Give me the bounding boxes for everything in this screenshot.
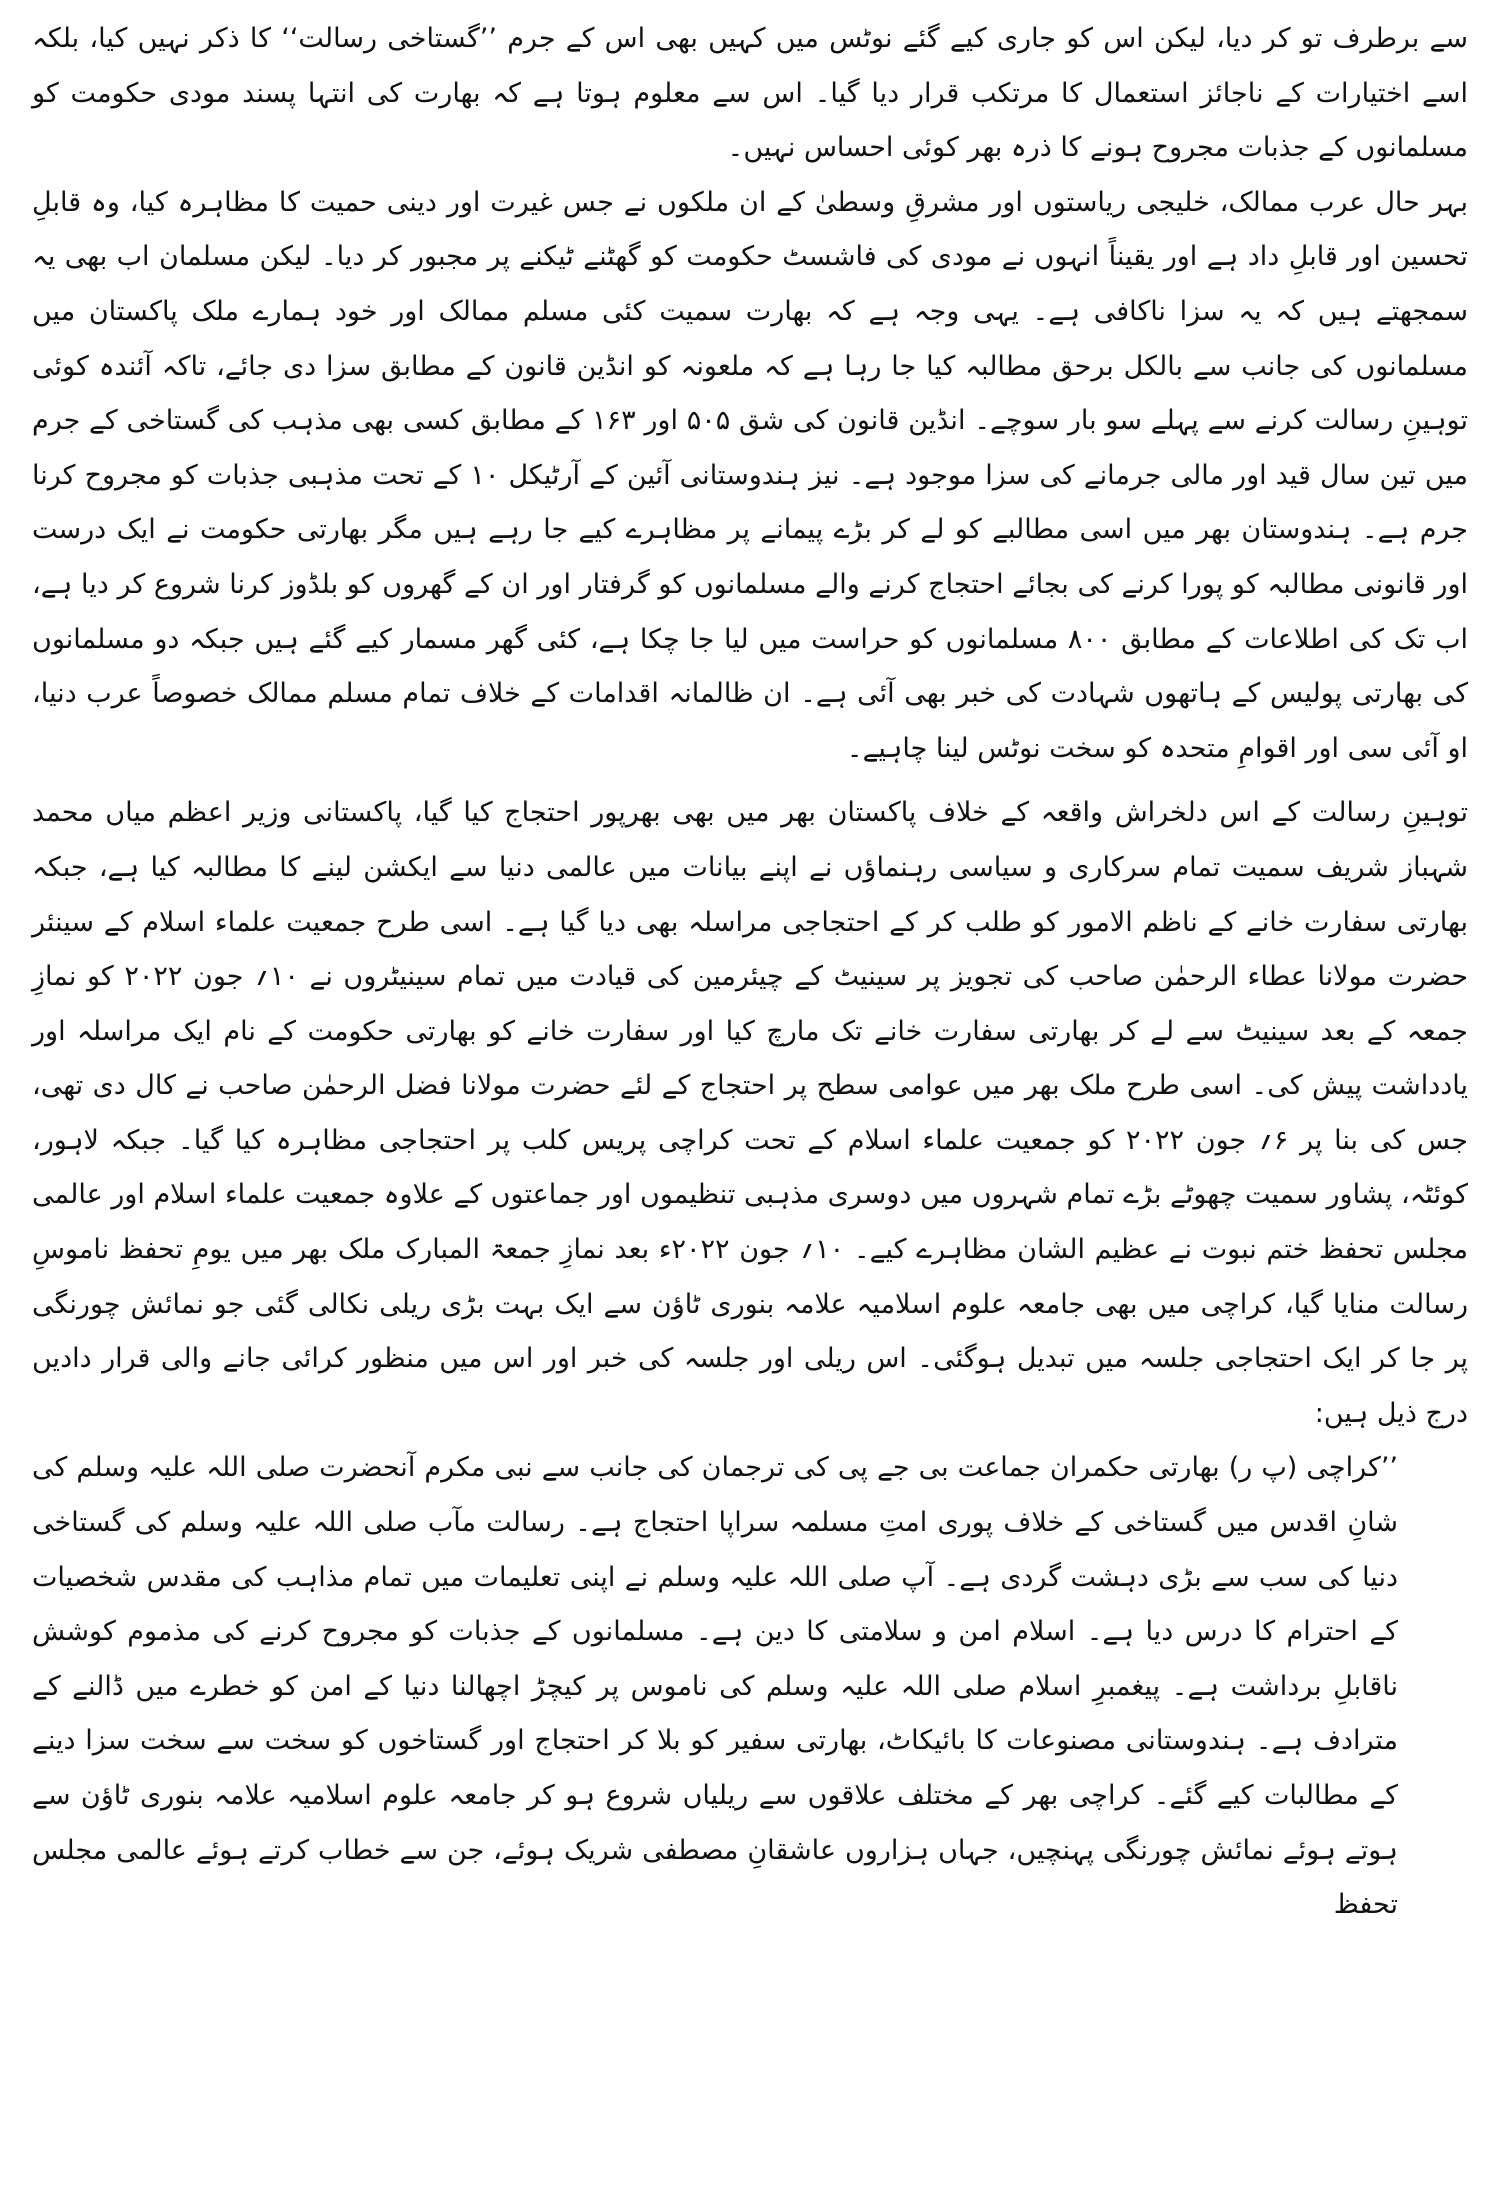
block-quote-karachi: ’’کراچی (پ ر) بھارتی حکمران جماعت بی جے پی کی ترجمان کی جانب سے نبی مکرم آنحضرت صلی اللہ علیہ وسلم کی شانِ اقدس میں گستاخی کے خلاف پوری امتِ مسلمہ سراپا احتجاج ہے۔ رسالت مآب صلی اللہ علیہ وسلم کی گستاخی دنیا کی سب سے بڑی دہشت گردی ہے۔ آپ صلی اللہ علیہ وسلم نے اپنی تعلیمات میں تمام مذاہب کی مقدس شخصیات کے احترام کا درس دیا ہے۔ اسلام امن و سلامتی کا دین ہے۔ مسلمانوں کے جذبات کو مجروح کرنے کی مذموم کوشش ناقابلِ برداشت ہے۔ پیغمبرِ اسلام صلی اللہ علیہ وسلم کی ناموس پر کیچڑ اچھالنا دنیا کے امن کو خطرے میں ڈالنے کے مترادف ہے۔ ہندوستانی مصنوعات کا بائیکاٹ، بھارتی سفیر کو بلا کر احتجاج اور گستاخوں کو سخت سے سخت سزا دینے کے مطالبات کیے گئے۔ کراچی بھر کے مختلف علاقوں سے ریلیاں شروع ہو کر جامعہ علوم اسلامیہ علامہ بنوری ٹاؤن سے ہوتے ہوئے نمائش چورنگی پہنچیں، جہاں ہزاروں عاشقانِ مصطفی شریک ہوئے، جن سے خطاب کرتے ہوئے عالمی مجلس تحفظ — [32, 1452, 1398, 1921]
paragraph-arab-response: بہر حال عرب ممالک، خلیجی ریاستوں اور مشرقِ وسطیٰ کے ان ملکوں نے جس غیرت اور دینی حمیت کا مظاہرہ کیا، وہ قابلِ تحسین اور قابلِ داد ہے اور یقیناً انہوں نے مودی کی فاشسٹ حکومت کو گھٹنے ٹیکنے پر مجبور کر دیا۔ لیکن مسلمان اب بھی یہ سمجھتے ہیں کہ یہ سزا ناکافی ہے۔ یہی وجہ ہے کہ بھارت سمیت کئی مسلم ممالک اور خود ہمارے ملک پاکستان میں مسلمانوں کی جانب سے بالکل برحق مطالبہ کیا جا رہا ہے کہ ملعونہ کو انڈین قانون کے مطابق سزا دی جائے، تاکہ آئندہ کوئی توہینِ رسالت کرنے سے پہلے سو بار سوچے۔ انڈین قانون کی شق ۵۰۵ اور ۱۶۳ کے مطابق کسی بھی مذہب کی گستاخی کے جرم میں تین سال قید اور مالی جرمانے کی سزا موجود ہے۔ نیز ہندوستانی آئین کے آرٹیکل ۱۰ کے تحت مذہبی جذبات کو مجروح کرنا جرم ہے۔ ہندوستان بھر میں اسی مطالبے کو لے کر بڑے پیمانے پر مظاہرے کیے جا رہے ہیں مگر بھارتی حکومت نے ایک درست اور قانونی مطالبہ کو پورا کرنے کی بجائے احتجاج کرنے والے مسلمانوں کو گرفتار اور ان کے گھروں کو بلڈوز کرنا شروع کر دیا ہے، اب تک کی اطلاعات کے مطابق ۸۰۰ مسلمانوں کو حراست میں لیا جا چکا ہے، کئی گھر مسمار کیے گئے ہیں جبکہ دو مسلمانوں کی بھارتی پولیس کے ہاتھوں شہادت کی خبر بھی آئی ہے۔ ان ظالمانہ اقدامات کے خلاف تمام مسلم ممالک خصوصاً عرب دنیا، او آئی سی اور اقوامِ متحدہ کو سخت نوٹس لینا چاہیے۔ — [32, 186, 1469, 764]
paragraph-intro: سے برطرف تو کر دیا، لیکن اس کو جاری کیے گئے نوٹس میں کہیں بھی اس کے جرم ’’گستاخی رسالت‘‘ کا ذکر نہیں کیا، بلکہ اسے اختیارات کے ناجائز استعمال کا مرتکب قرار دیا گیا۔ اس سے معلوم ہوتا ہے کہ بھارت کی انتہا پسند مودی حکومت کو مسلمانوں کے جذبات مجروح ہونے کا ذرہ بھر کوئی احساس نہیں۔ — [32, 23, 1468, 164]
paragraph-pakistan-protest: توہینِ رسالت کے اس دلخراش واقعہ کے خلاف پاکستان بھر میں بھی بھرپور احتجاج کیا گیا، پاکستانی وزیر اعظم میاں محمد شہباز شریف سمیت تمام سرکاری و سیاسی رہنماؤں نے اپنے بیانات میں عالمی دنیا سے ایکشن لینے کا مطالبہ کیا ہے، جبکہ بھارتی سفارت خانے کے ناظم الامور کو طلب کر کے احتجاجی مراسلہ بھی دیا گیا ہے۔ اسی طرح جمعیت علماء اسلام کے سینئر حضرت مولانا عطاء الرحمٰن صاحب کی تجویز پر سینیٹ کے چیئرمین کی قیادت میں تمام سینیٹروں نے ۱۰؍ جون ۲۰۲۲ کو نمازِ جمعہ کے بعد سینیٹ سے لے کر بھارتی سفارت خانے تک مارچ کیا اور سفارت خانے کو بھارتی حکومت کے نام ایک مراسلہ اور یادداشت پیش کی۔ اسی طرح ملک بھر میں عوامی سطح پر احتجاج کے لئے حضرت مولانا فضل الرحمٰن صاحب نے کال دی تھی، جس کی بنا پر ۶؍ جون ۲۰۲۲ کو جمعیت علماء اسلام کے تحت کراچی پریس کلب پر احتجاجی مظاہرہ کیا گیا۔ جبکہ لاہور، کوئٹہ، پشاور سمیت چھوٹے بڑے تمام شہروں میں دوسری مذہبی تنظیموں اور جماعتوں کے علاوہ جمعیت علماء اسلام اور عالمی مجلس تحفظ ختم نبوت نے عظیم الشان مظاہرے کیے۔ ۱۰؍ جون ۲۰۲۲ء بعد نمازِ جمعۃ المبارک ملک بھر میں یومِ تحفظ ناموسِ رسالت منایا گیا، کراچی میں بھی جامعہ علوم اسلامیہ علامہ بنوری ٹاؤن سے ایک بہت بڑی ریلی نکالی گئی جو نمائش چورنگی پر جا کر ایک احتجاجی جلسہ میں تبدیل ہوگئی۔ اس ریلی اور جلسہ کی خبر اور اس میں منظور کرائی جانے والی قرار دادیں درج ذیل ہیں: — [32, 797, 1469, 1429]
